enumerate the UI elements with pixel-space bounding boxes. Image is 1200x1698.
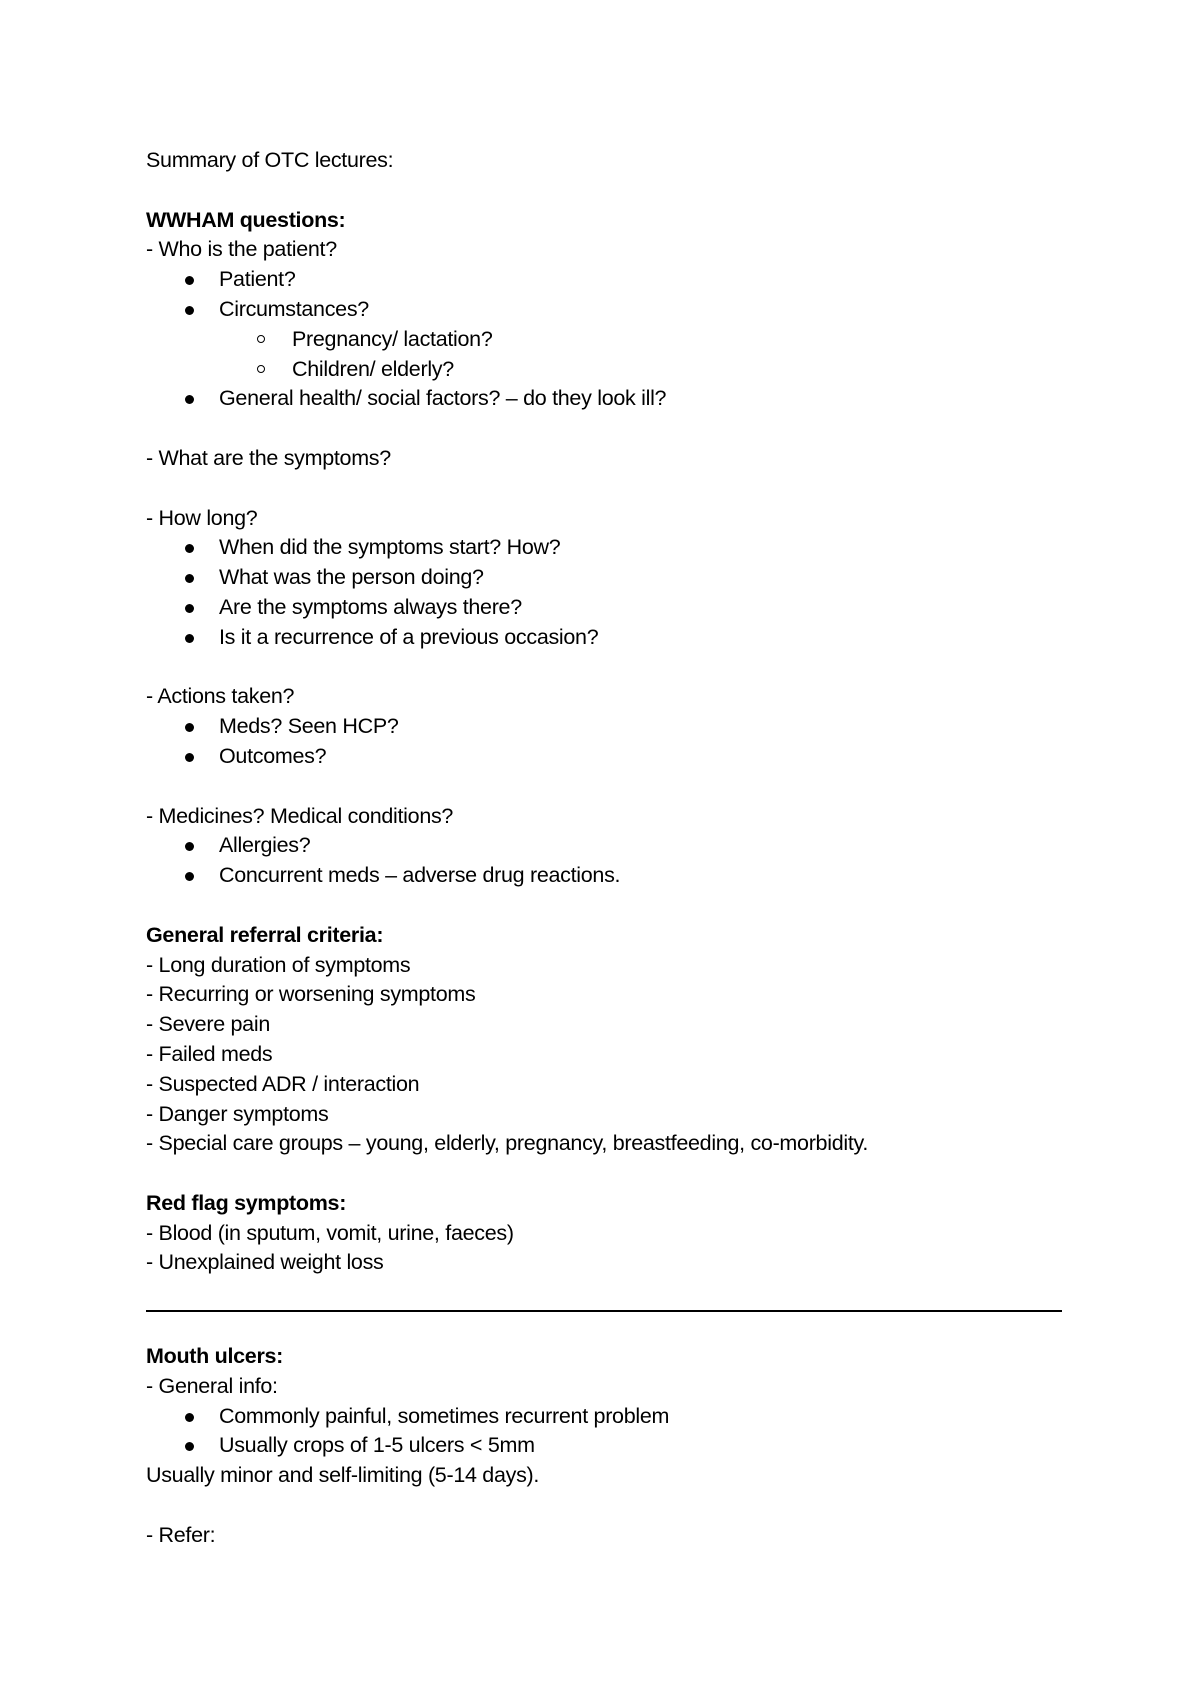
spacer	[146, 474, 1066, 504]
referral-item: - Suspected ADR / interaction	[146, 1071, 420, 1096]
bullet-icon	[185, 395, 194, 404]
document-body	[146, 146, 1066, 1278]
bullet-item: Allergies?	[146, 831, 1066, 861]
spacer	[146, 891, 1066, 921]
bullet-item: What was the person doing?	[146, 563, 1066, 593]
mouth-ulcers-heading: Mouth ulcers:	[146, 1344, 284, 1368]
bullet-item: Meds? Seen HCP?	[146, 712, 1066, 742]
who-question: - Who is the patient?	[146, 237, 337, 262]
bullet-item: Usually crops of 1-5 ulcers < 5mm	[146, 1431, 1066, 1461]
how-long-question: - How long?	[146, 505, 258, 530]
red-flag-heading: Red flag symptoms:	[146, 1190, 347, 1215]
bullet-item: Commonly painful, sometimes recurrent problem	[146, 1402, 1066, 1432]
bullet-item: Circumstances?	[146, 295, 1066, 325]
bullet-item: Outcomes?	[146, 742, 1066, 772]
bullet-item: Is it a recurrence of a previous occasion?	[146, 623, 1066, 653]
spacer	[146, 176, 1066, 206]
bullet-item: General health/ social factors? – do they look ill?	[146, 384, 1066, 414]
medicines-question: - Medicines? Medical conditions?	[146, 803, 454, 828]
document-title: Summary of OTC lectures:	[146, 148, 394, 172]
referral-item: - Special care groups – young, elderly, pregnancy, breastfeeding, co-morbidity.	[146, 1131, 869, 1156]
bullet-icon	[185, 574, 194, 583]
bullet-icon	[185, 604, 194, 613]
hollow-bullet-icon	[257, 335, 265, 343]
mouth-ulcers-section	[146, 1342, 1066, 1551]
referral-item: - Failed meds	[146, 1041, 273, 1066]
spacer	[146, 1491, 1066, 1521]
bullet-icon	[185, 306, 194, 315]
spacer	[146, 1159, 1066, 1189]
what-question: - What are the symptoms?	[146, 445, 391, 470]
sub-bullet-item: Children/ elderly?	[146, 355, 1066, 385]
bullet-icon	[185, 544, 194, 553]
red-flag-item: - Blood (in sputum, vomit, urine, faeces)	[146, 1220, 514, 1245]
refer-label: - Refer:	[146, 1522, 216, 1547]
actions-question: - Actions taken?	[146, 684, 295, 709]
red-flag-item: - Unexplained weight loss	[146, 1250, 384, 1275]
bullet-icon	[185, 276, 194, 285]
referral-item: - Long duration of symptoms	[146, 952, 411, 977]
referral-item: - Recurring or worsening symptoms	[146, 982, 476, 1007]
wwham-heading: WWHAM questions:	[146, 207, 346, 232]
bullet-item: Are the symptoms always there?	[146, 593, 1066, 623]
bullet-icon	[185, 723, 194, 732]
referral-item: - Severe pain	[146, 1012, 270, 1037]
bullet-icon	[185, 1413, 194, 1422]
referral-item: - Danger symptoms	[146, 1101, 329, 1126]
bullet-item: Patient?	[146, 265, 1066, 295]
hollow-bullet-icon	[257, 365, 265, 373]
referral-heading: General referral criteria:	[146, 922, 384, 947]
mouth-ulcers-note: Usually minor and self-limiting (5-14 days).	[146, 1463, 540, 1488]
general-info-label: - General info:	[146, 1373, 278, 1398]
bullet-icon	[185, 1442, 194, 1451]
bullet-item: When did the symptoms start? How?	[146, 533, 1066, 563]
section-divider	[146, 1310, 1062, 1312]
bullet-icon	[185, 634, 194, 643]
spacer	[146, 653, 1066, 683]
bullet-icon	[185, 842, 194, 851]
bullet-icon	[185, 872, 194, 881]
spacer	[146, 772, 1066, 802]
bullet-icon	[185, 753, 194, 762]
sub-bullet-item: Pregnancy/ lactation?	[146, 325, 1066, 355]
bullet-item: Concurrent meds – adverse drug reactions.	[146, 861, 1066, 891]
spacer	[146, 414, 1066, 444]
